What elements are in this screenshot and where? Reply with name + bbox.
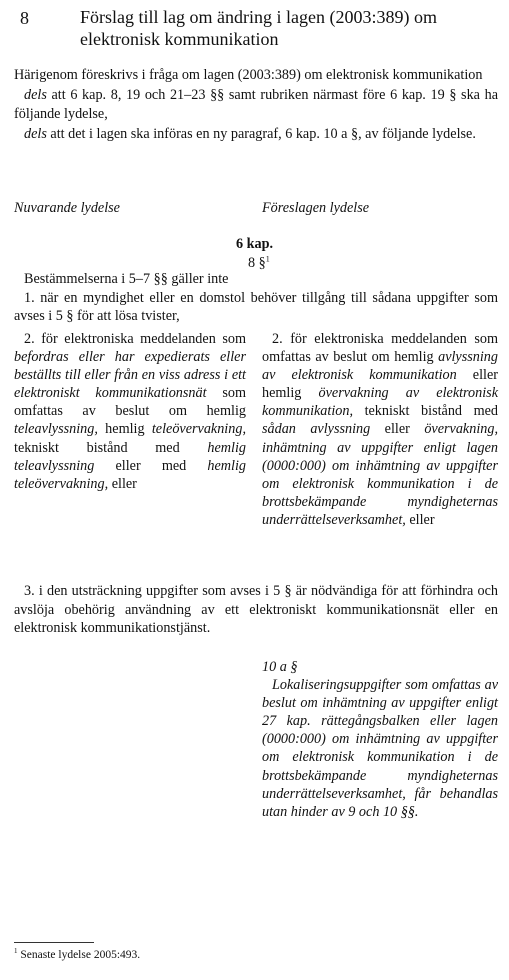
text-run: 2. för elektroniska meddelanden som omfattas av beslut om hemlig	[262, 331, 498, 366]
intro-dels-2	[14, 125, 498, 145]
changed-text: sådan avlyssning	[262, 421, 371, 438]
text-run: eller	[405, 511, 435, 528]
common-text-top	[14, 270, 498, 326]
intro-paragraph: Härigenom föreskrivs i fråga om lagen (2003:389) om elektronisk kommunikation	[14, 67, 483, 83]
text-run: tekniskt bistånd med	[14, 439, 208, 456]
section-label: 8 §	[248, 255, 266, 271]
dels-1-text: att 6 kap. 8, 19 och 21–23 §§ samt rubriken närmast före 6 kap. 19 § ska ha följande lydelse,	[14, 86, 498, 122]
changed-text: hemlig teleavlyssning	[14, 439, 246, 474]
new-section-column	[262, 658, 498, 821]
changed-text: hemlig teleövervakning,	[14, 457, 246, 492]
intro-block	[14, 66, 498, 144]
footnote-text: Senaste lydelse 2005:493.	[17, 949, 141, 961]
column-heading-proposed: Föreslagen lydelse	[262, 200, 370, 216]
current-point-2	[14, 330, 246, 493]
common-line-3: 3. i den utsträckning uppgifter som avses i 5 § är nödvändiga för att förhindra och avslöja obehörig användning av ett elektroniskt kommunikationsnät eller en elektronisk kommunikationstjänst.	[14, 583, 498, 636]
text-run: eller med	[94, 457, 208, 474]
changed-text: övervakning, inhämtning av uppgifter enligt lagen (0000:000) om inhämtning av uppgifter om elektronisk kommunikation i de brottsbekämpande myndigheternas underrättelseverksamhet,	[262, 421, 498, 528]
dels-emphasis: dels	[24, 125, 47, 142]
intro-dels-1	[14, 86, 498, 125]
footnote-divider	[14, 942, 94, 943]
changed-text: övervakning av elektronisk kommunikation,	[262, 385, 498, 420]
current-wording-column	[14, 330, 246, 493]
proposed-wording-column	[262, 330, 498, 529]
changed-text: teleövervakning,	[151, 421, 246, 438]
footnote-mark: 1	[14, 947, 18, 956]
common-line-2: 1. när en myndighet eller en domstol behöver tillgång till sådana uppgifter som avses i 5 § för att lösa tvister,	[14, 289, 498, 324]
dels-2-text: att det i lagen ska införas en ny paragraf, 6 kap. 10 a §, av följande lydelse.	[46, 125, 476, 142]
common-line-1: Bestämmelserna i 5–7 §§ gäller inte	[24, 271, 229, 287]
column-heading-current: Nuvarande lydelse	[14, 200, 120, 216]
text-run: 2. för elektroniska meddelanden som	[24, 331, 246, 347]
footnote	[14, 949, 140, 961]
text-run: tekniskt bistånd med	[353, 403, 498, 420]
common-text-bottom	[14, 582, 498, 638]
changed-text: teleavlyssning,	[14, 421, 98, 438]
new-section-label: 10 a §	[262, 659, 298, 675]
text-run: eller	[108, 475, 137, 492]
dels-emphasis: dels	[24, 86, 47, 103]
text-run: som omfattas av beslut om hemlig	[14, 385, 246, 420]
footnote-reference: 1	[265, 254, 270, 264]
proposed-point-2	[262, 330, 498, 529]
document-heading: Förslag till lag om ändring i lagen (2003:389) om elektronisk kommunikation	[80, 7, 437, 49]
chapter-heading: 6 kap.	[235, 236, 274, 252]
text-run: eller hemlig	[262, 367, 498, 402]
new-section-text: Lokaliseringsuppgifter som omfattas av beslut om inhämtning av uppgifter enligt 27 kap. rättegångsbalken eller lagen (0000:000) om inhämtning av uppgifter om elektronisk kommunikation i de brottsbekämpande myndigheternas underrättelseverksamhet, får behandlas utan hinder av 9 och 10 §§.	[262, 677, 498, 820]
text-run: eller	[370, 421, 425, 438]
changed-text: befordras eller har expedierats eller beställts till eller från en viss adress i ett elektroniskt kommunikationsnät	[14, 349, 246, 402]
changed-text: avlyssning av elektronisk kommunikation	[262, 349, 498, 384]
page-number: 8	[20, 8, 29, 28]
text-run: hemlig	[97, 421, 152, 438]
